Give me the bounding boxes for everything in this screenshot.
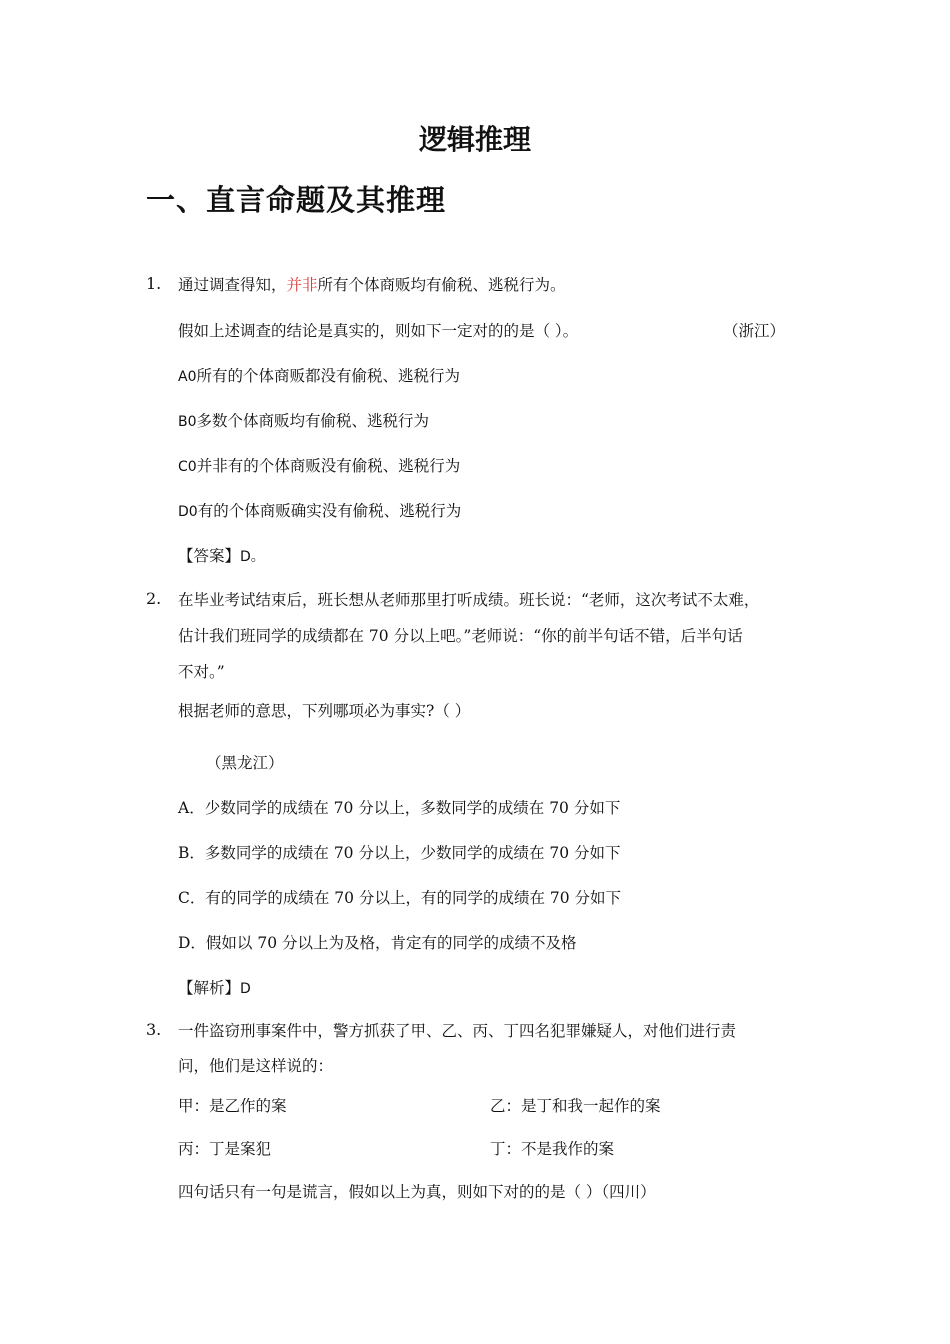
stem-highlight: 并非: [286, 276, 318, 294]
question-2-ask: 根据老师的意思，下列哪项必为事实?（ ）: [178, 702, 471, 720]
option-c-prefix: C0: [178, 459, 197, 475]
option-b-text: 多数个体商贩均有偷税、逃税行为: [196, 412, 430, 430]
question-1-answer: [178, 544, 265, 566]
question-1-option-d: [178, 499, 461, 521]
stem-text-a: 通过调查得知，: [178, 276, 287, 294]
option-d-text: 有的个体商贩确实没有偷税、逃税行为: [197, 502, 462, 520]
question-2-line-2: 估计我们班同学的成绩都在 70 分以上吧。”老师说：“你的前半句话不错，后半句话: [178, 627, 743, 645]
question-3-line-1: 一件盗窃刑事案件中，警方抓获了甲、乙、丙、丁四名犯罪嫌疑人，对他们进行责: [178, 1022, 737, 1040]
question-2-line-3: 不对。”: [178, 663, 225, 681]
option-b-prefix: B0: [178, 414, 197, 430]
question-2-line-1: 在毕业考试结束后，班长想从老师那里打听成绩。班长说：“老师，这次考试不太难，: [178, 591, 760, 609]
option-a-text: 所有的个体商贩都没有偷税、逃税行为: [196, 367, 460, 385]
question-1-ask: 假如上述调查的结论是真实的，则如下一定对的的是（ ）。: [178, 322, 579, 340]
statement-jia: 甲：是乙作的案: [178, 1097, 287, 1115]
question-2-option-c: C．有的同学的成绩在 70 分以上，有的同学的成绩在 70 分如下: [178, 889, 622, 907]
question-2-source: （黑龙江）: [206, 754, 284, 772]
question-1-option-b: [178, 409, 429, 431]
answer-label: 【答案】: [178, 547, 241, 565]
analysis-value: D: [240, 981, 251, 997]
analysis-label: 【解析】: [178, 979, 241, 997]
document-title: 逻辑推理: [418, 123, 531, 156]
option-c-text: 并非有的个体商贩没有偷税、逃税行为: [196, 457, 461, 475]
question-1-option-c: [178, 454, 460, 476]
question-2-option-a: A．少数同学的成绩在 70 分以上，多数同学的成绩在 70 分如下: [178, 799, 621, 817]
question-1-option-a: [178, 364, 460, 386]
question-3-number: 3.: [146, 1020, 162, 1039]
question-2-option-d: D．假如以 70 分以上为及格，肯定有的同学的成绩不及格: [178, 934, 577, 952]
statement-ding: 丁：不是我作的案: [490, 1140, 615, 1158]
question-2-answer: [178, 976, 251, 998]
section-heading: 一、直言命题及其推理: [146, 183, 447, 217]
option-a-prefix: A0: [178, 369, 197, 385]
answer-value: D。: [240, 549, 265, 565]
question-2-number: 2.: [146, 589, 162, 608]
question-1-stem: [178, 273, 566, 295]
question-3-line-2: 问，他们是这样说的：: [178, 1057, 334, 1075]
question-2-option-b: B．多数同学的成绩在 70 分以上，少数同学的成绩在 70 分如下: [178, 844, 621, 862]
statement-bing: 丙：丁是案犯: [178, 1140, 272, 1158]
stem-text-b: 所有个体商贩均有偷税、逃税行为。: [317, 276, 566, 294]
question-1-source: （浙江）: [723, 322, 786, 340]
statement-yi: 乙：是丁和我一起作的案: [490, 1097, 661, 1115]
question-1-number: 1.: [146, 274, 162, 293]
option-d-prefix: D0: [178, 504, 198, 520]
question-3-ask: 四句话只有一句是谎言，假如以上为真，则如下对的的是（ ）（四川）: [178, 1183, 656, 1201]
